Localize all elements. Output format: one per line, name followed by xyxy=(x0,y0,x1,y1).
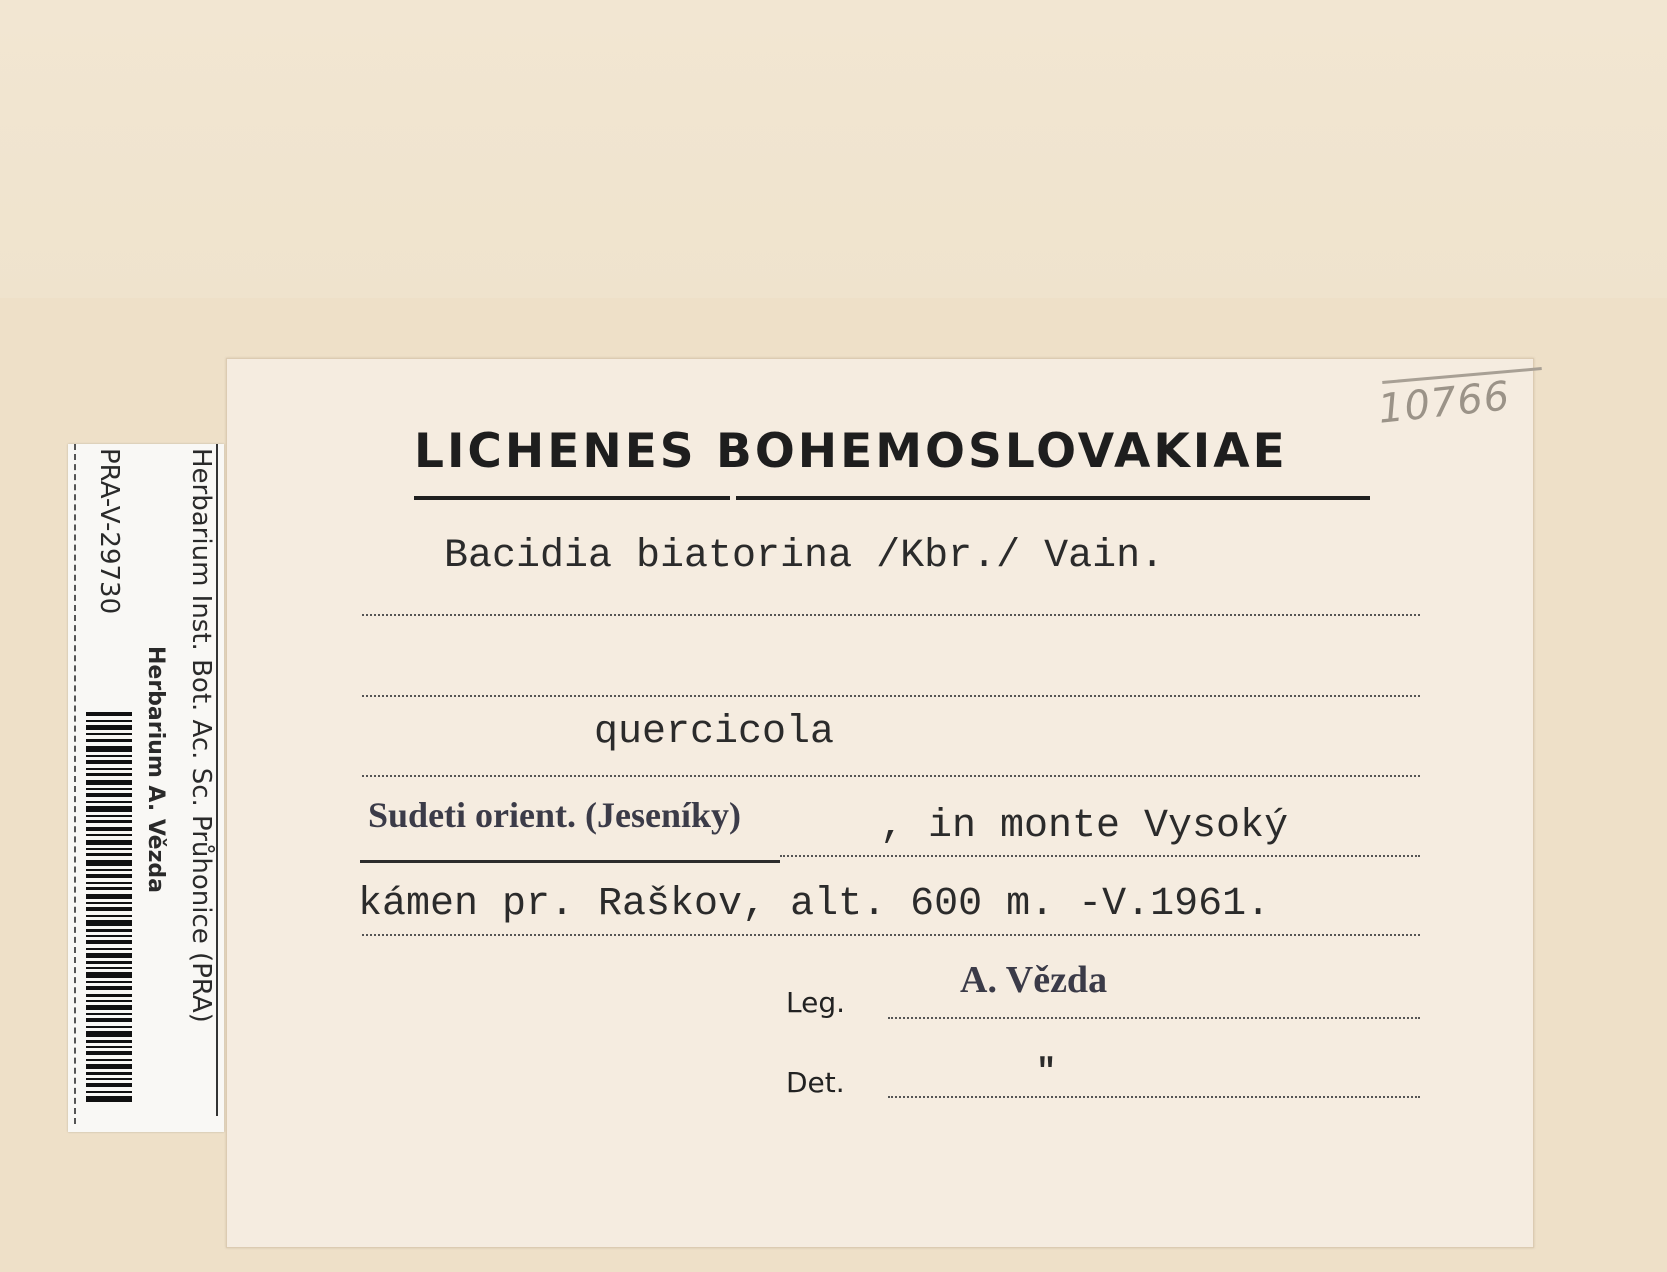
sticker-institution: Herbarium Inst. Bot. Ac. Sc. Průhonice (PRA) xyxy=(186,448,216,1023)
label-title: LICHENES BOHEMOSLOVAKIAE xyxy=(414,424,1288,479)
region-stamp-underline xyxy=(360,860,780,863)
sticker-rule xyxy=(216,444,218,1116)
dotted-line-4 xyxy=(780,855,1420,857)
barcode xyxy=(86,712,132,1102)
title-underline-left xyxy=(414,496,730,500)
dotted-line-3 xyxy=(362,775,1420,777)
folder-top-flap xyxy=(0,0,1667,300)
dotted-line-1 xyxy=(362,614,1420,616)
sticker-herbarium: Herbarium A. Vězda xyxy=(143,646,168,894)
sticker-catalog-number: PRA-V-29730 xyxy=(94,448,124,615)
locality-line-2: kámen pr. Raškov, alt. 600 m. -V.1961. xyxy=(358,882,1271,927)
title-underline-right xyxy=(736,496,1370,500)
taxon-name: Bacidia biatorina /Kbr./ Vain. xyxy=(444,534,1165,579)
det-label: Det. xyxy=(786,1066,845,1099)
dotted-line-det xyxy=(888,1096,1420,1098)
substrate: quercicola xyxy=(594,710,835,755)
determiner-ditto: " xyxy=(1036,1054,1057,1092)
sticker-dashed-border xyxy=(74,444,76,1124)
locality-line-1: , in monte Vysoký xyxy=(880,804,1289,849)
dotted-line-2 xyxy=(362,695,1420,697)
collector-stamp: A. Vězda xyxy=(960,959,1108,1001)
specimen-number: 10766 xyxy=(1375,373,1513,433)
leg-label: Leg. xyxy=(786,986,846,1019)
dotted-line-leg xyxy=(888,1017,1420,1019)
dotted-line-5 xyxy=(362,934,1420,936)
region-stamp: Sudeti orient. (Jeseníky) xyxy=(368,795,741,835)
